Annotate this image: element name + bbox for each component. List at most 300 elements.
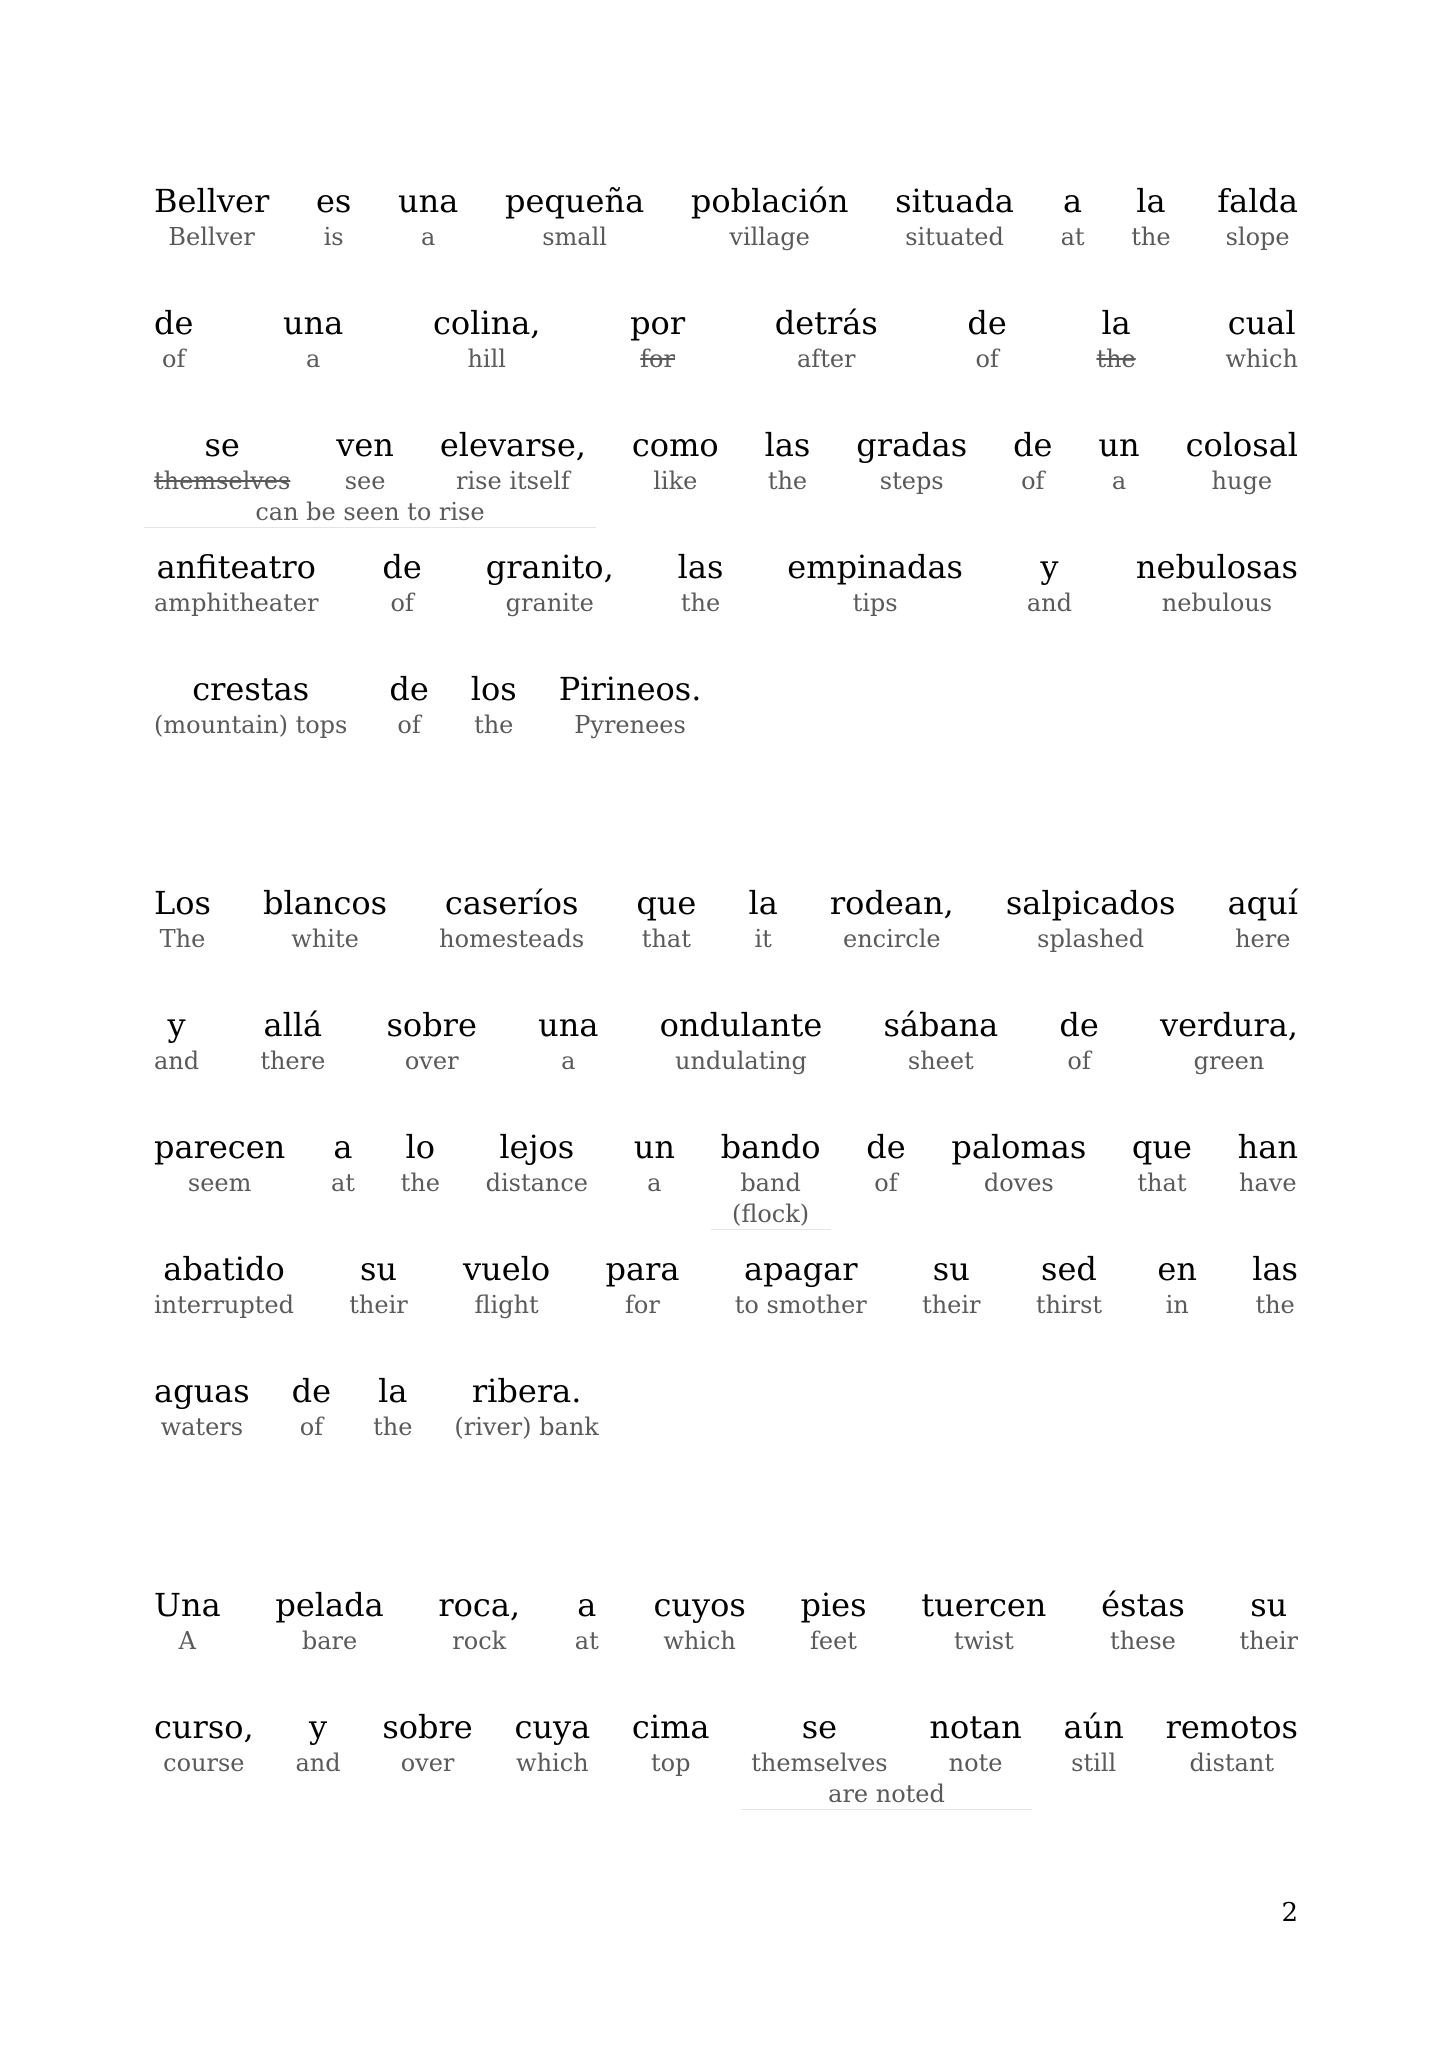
word-pair [1036,1249,1102,1321]
english-gloss: these [1110,1627,1176,1655]
spanish-word: que [1131,1128,1192,1166]
word-pair [765,425,811,497]
english-gloss: over [400,1749,455,1777]
english-gloss: a [1111,467,1127,495]
paragraph [154,181,1298,791]
word-pair [154,883,211,955]
spanish-word: empinadas [787,548,963,586]
spanish-word: como [631,426,719,464]
interlinear-line [154,669,1298,791]
spanish-word: y [1040,548,1059,586]
english-gloss: and [295,1749,341,1777]
spanish-word: de [1013,426,1053,464]
english-gloss: which [516,1749,589,1777]
spanish-word: una [538,1006,599,1044]
word-pair [1225,303,1298,375]
english-gloss: (river) bank [454,1413,599,1441]
english-gloss: steps [879,467,944,495]
word-pair [883,1005,998,1077]
spanish-word: de [389,670,429,708]
word-pair [382,1707,472,1779]
spanish-word: han [1237,1128,1298,1166]
word-pair [653,1585,745,1657]
spanish-word: de [291,1372,332,1410]
spanish-word: de [154,304,194,342]
spanish-word: la [378,1372,408,1410]
english-gloss: and [154,1047,200,1075]
english-gloss: the [474,711,514,739]
word-pair [632,425,719,497]
spanish-word: colina, [432,304,541,342]
word-pair [605,1249,679,1321]
spanish-word: la [748,884,778,922]
spanish-word: una [398,182,459,220]
english-gloss: flight [474,1291,539,1319]
page-number: 2 [1281,1898,1298,1928]
english-gloss: splashed [1037,925,1145,953]
interlinear-line [154,303,1298,425]
english-gloss: seem [187,1169,252,1197]
interlinear-line [154,883,1298,1005]
spanish-word: su [932,1250,970,1288]
english-gloss: their [349,1291,408,1319]
word-pair [292,1371,331,1443]
spanish-word: éstas [1101,1586,1185,1624]
english-gloss: here [1235,925,1291,953]
word-pair [632,1707,710,1779]
spanish-word: una [283,304,344,342]
word-pair [1059,1005,1098,1077]
struck-gloss: themselves [154,467,291,495]
word-pair [691,181,849,253]
phrase-gloss: are noted [741,1779,1032,1810]
word-pair [1252,1249,1298,1321]
word-pair [349,1249,407,1321]
english-gloss: situated [905,223,1004,251]
interlinear-line [154,425,1298,547]
word-pair [895,181,1014,253]
spanish-word: un [633,1128,675,1166]
interlinear-line [154,1707,1298,1829]
english-gloss: tips [852,589,898,617]
english-gloss: after [797,345,856,373]
word-pair [438,1585,520,1657]
spanish-word: en [1157,1250,1197,1288]
english-gloss: themselves [751,1749,888,1777]
spanish-word: un [1098,426,1140,464]
spanish-word: Una [154,1586,221,1624]
spanish-word: apagar [744,1250,858,1288]
word-pair [1064,1707,1124,1779]
english-gloss: see [344,467,386,495]
english-gloss: rise itself [456,467,570,495]
word-pair [1061,181,1085,253]
phrase-gloss: can be seen to rise [144,497,596,528]
spanish-word: vuelo [463,1250,551,1288]
word-pair [514,1707,590,1779]
english-gloss: that [1137,1169,1187,1197]
spanish-word: aguas [154,1372,250,1410]
spanish-word: sed [1041,1250,1097,1288]
struck-gloss: the [1096,345,1136,373]
spanish-word: población [690,182,849,220]
word-pair [154,547,319,619]
word-pair [721,1127,821,1199]
english-gloss: village [729,223,810,251]
word-pair [471,669,517,741]
spanish-word: cuyos [653,1586,746,1624]
english-gloss: nebulous [1161,589,1273,617]
spanish-word: la [1136,182,1166,220]
interlinear-line [154,1249,1298,1371]
word-pair [559,669,702,741]
word-pair [1132,1127,1192,1199]
english-gloss: small [542,223,607,251]
spanish-word: las [764,426,811,464]
word-pair [154,425,290,497]
english-gloss: the [1131,223,1171,251]
word-pair [951,1127,1086,1199]
english-gloss: the [680,589,721,617]
spanish-word: a [333,1128,353,1166]
word-pair [1160,1005,1298,1077]
spanish-word: por [630,304,686,342]
word-pair [263,883,387,955]
spanish-word: salpicados [1005,884,1176,922]
spanish-word: su [359,1250,398,1288]
word-pair [1157,1249,1197,1321]
spanish-word: de [866,1128,906,1166]
word-pair [634,1127,675,1199]
english-gloss: of [299,1413,324,1441]
paragraph [154,883,1298,1493]
spanish-word: su [1250,1586,1288,1624]
english-gloss: waters [160,1413,244,1441]
spanish-word: a [1063,182,1083,220]
spanish-word: granito, [485,548,614,586]
spanish-word: pequeña [505,182,645,220]
spanish-word: a [577,1586,597,1624]
spanish-word: cual [1227,304,1296,342]
word-pair [751,1707,887,1779]
struck-gloss: for [640,345,675,373]
spanish-word: ven [336,426,394,464]
spanish-word: Bellver [154,182,270,220]
word-pair [866,1127,905,1199]
word-pair [1098,425,1139,497]
word-pair [154,1005,199,1077]
english-gloss: huge [1211,467,1273,495]
english-gloss: and [1026,589,1072,617]
english-gloss: a [420,223,436,251]
word-pair [295,1707,340,1779]
spanish-word: remotos [1165,1708,1298,1746]
english-gloss: Pyrenees [574,711,686,739]
spanish-word: aún [1063,1708,1124,1746]
word-pair [1006,883,1176,955]
word-pair [1101,1585,1185,1657]
english-gloss: interrupted [154,1291,294,1319]
spanish-word: allá [263,1006,323,1044]
spanish-word: pelada [275,1586,384,1624]
word-pair [154,669,347,741]
word-pair [636,883,696,955]
word-pair [929,1707,1021,1779]
english-gloss: green [1193,1047,1265,1075]
phrase-gloss: (flock) [711,1199,831,1230]
word-pair [154,1127,285,1199]
word-pair [660,1005,823,1077]
spanish-word: elevarse, [439,426,586,464]
english-gloss: is [323,223,344,251]
word-pair [921,1585,1046,1657]
word-pair [1228,883,1298,955]
spanish-word: cima [631,1708,710,1746]
spanish-word: de [967,304,1007,342]
word-pair [387,1005,477,1077]
word-pair [748,883,777,955]
english-gloss: still [1071,1749,1117,1777]
english-gloss: feet [810,1627,857,1655]
spanish-word: verdura, [1160,1006,1298,1044]
english-gloss: a [561,1047,576,1075]
spanish-word: anfiteatro [156,548,316,586]
word-pair [1136,547,1298,619]
spanish-word: sábana [883,1006,999,1044]
english-gloss: at [1060,223,1085,251]
spanish-word: las [1252,1250,1298,1288]
word-pair [1096,303,1135,375]
interlinear-document [154,181,1298,1921]
english-gloss: over [404,1047,459,1075]
word-pair [775,303,878,375]
english-gloss: have [1239,1169,1297,1197]
word-pair [505,181,644,253]
word-pair [735,1249,867,1321]
spanish-word: las [677,548,724,586]
interlinear-line [154,1005,1298,1127]
word-pair [398,181,458,253]
english-gloss: of [975,345,999,373]
spanish-word: y [167,1006,186,1044]
word-pair [787,547,963,619]
english-gloss: which [1225,345,1298,373]
word-pair [433,303,541,375]
spanish-word: aquí [1227,884,1298,922]
word-pair [1166,1707,1298,1779]
spanish-word: roca, [438,1586,521,1624]
english-gloss: there [260,1047,326,1075]
english-gloss: sheet [907,1047,974,1075]
word-pair [1027,547,1072,619]
spanish-word: crestas [192,670,310,708]
english-gloss: the [400,1169,440,1197]
word-pair [1186,425,1298,497]
english-gloss: their [922,1291,981,1319]
english-gloss: to smother [734,1291,867,1319]
spanish-word: nebulosas [1135,548,1298,586]
spanish-word: lejos [499,1128,575,1166]
word-pair [830,883,954,955]
spanish-word: tuercen [921,1586,1047,1624]
word-pair [154,1707,254,1779]
word-pair [389,669,428,741]
word-pair [1013,425,1052,497]
spanish-word: bando [720,1128,821,1166]
word-pair [575,1585,599,1657]
spanish-word: palomas [951,1128,1087,1166]
word-pair [538,1005,598,1077]
english-gloss: encircle [843,925,941,953]
english-gloss: a [647,1169,662,1197]
spanish-word: ribera. [471,1372,582,1410]
spanish-word: cuya [514,1708,591,1746]
english-gloss: the [1255,1291,1295,1319]
word-pair [260,1005,325,1077]
interlinear-line [154,1127,1298,1249]
spanish-word: sobre [382,1708,473,1746]
word-pair [154,1371,250,1443]
spanish-word: Los [154,884,211,922]
english-gloss: of [874,1169,898,1197]
english-gloss: at [574,1627,599,1655]
paragraph [154,1585,1298,1829]
spanish-word: situada [895,182,1014,220]
english-gloss: in [1165,1291,1189,1319]
spanish-word: falda [1217,182,1298,220]
english-gloss: slope [1225,223,1290,251]
english-gloss: which [663,1627,736,1655]
spanish-word: para [605,1250,680,1288]
word-pair [678,547,724,619]
word-pair [316,181,351,253]
interlinear-line [154,1585,1298,1707]
word-pair [439,883,584,955]
english-gloss: it [754,925,772,953]
spanish-word: colosal [1185,426,1298,464]
english-gloss: hill [467,345,506,373]
word-pair [154,181,269,253]
word-pair [454,1371,598,1443]
word-pair [440,425,586,497]
spanish-word: blancos [263,884,388,922]
english-gloss: Bellver [168,223,255,251]
english-gloss: their [1239,1627,1298,1655]
english-gloss: band [740,1169,801,1197]
english-gloss: granite [505,589,594,617]
spanish-word: notan [929,1708,1022,1746]
english-gloss: of [397,711,421,739]
spanish-word: se [204,426,240,464]
word-pair [630,303,685,375]
english-gloss: rock [452,1627,507,1655]
english-gloss: of [1067,1047,1091,1075]
spanish-word: lo [405,1128,435,1166]
word-pair [463,1249,550,1321]
spanish-word: detrás [774,304,878,342]
word-pair [922,1249,980,1321]
word-pair [967,303,1006,375]
spanish-word: se [801,1708,838,1746]
english-gloss: white [291,925,359,953]
english-gloss: thirst [1035,1291,1103,1319]
word-pair [1238,1127,1298,1199]
english-gloss: distant [1189,1749,1274,1777]
spanish-word: parecen [154,1128,286,1166]
spanish-word: pies [800,1586,867,1624]
word-pair [382,547,421,619]
english-gloss: at [330,1169,355,1197]
word-pair [1240,1585,1298,1657]
spanish-word: Pirineos. [558,670,702,708]
spanish-word: y [308,1708,328,1746]
english-gloss: undulating [674,1047,807,1075]
english-gloss: homesteads [439,925,585,953]
spanish-word: los [470,670,517,708]
interlinear-line [154,1371,1298,1493]
spanish-word: caseríos [444,884,579,922]
word-pair [1217,181,1298,253]
english-gloss: of [1021,467,1045,495]
english-gloss: the [767,467,808,495]
english-gloss: like [653,467,698,495]
english-gloss: of [390,589,414,617]
word-pair [154,303,193,375]
english-gloss: of [162,345,186,373]
english-gloss: the [373,1413,413,1441]
interlinear-line [154,181,1298,303]
word-pair [154,1585,221,1657]
english-gloss: that [641,925,691,953]
spanish-word: de [1059,1006,1099,1044]
word-pair [486,547,614,619]
english-gloss: distance [485,1169,589,1197]
word-pair [373,1371,412,1443]
spanish-word: sobre [386,1006,477,1044]
english-gloss: twist [953,1627,1014,1655]
spanish-word: ondulante [659,1006,823,1044]
english-gloss: amphitheater [154,589,319,617]
spanish-word: de [382,548,422,586]
spanish-word: gradas [856,426,968,464]
word-pair [275,1585,383,1657]
word-pair [401,1127,440,1199]
english-gloss: note [948,1749,1003,1777]
interlinear-line [154,547,1298,669]
english-gloss: doves [983,1169,1054,1197]
spanish-word: que [636,884,697,922]
word-pair [856,425,967,497]
spanish-word: abatido [163,1250,285,1288]
spanish-word: es [315,182,352,220]
word-pair [154,1249,294,1321]
english-gloss: (mountain) tops [154,711,348,739]
english-gloss: for [625,1291,660,1319]
word-pair [486,1127,588,1199]
english-gloss: A [178,1627,196,1655]
english-gloss: top [650,1749,691,1777]
word-pair [1131,181,1170,253]
word-pair [331,1127,355,1199]
english-gloss: The [159,925,206,953]
spanish-word: curso, [154,1708,254,1746]
word-pair [800,1585,866,1657]
spanish-word: rodean, [829,884,954,922]
english-gloss: a [306,345,321,373]
spanish-word: la [1101,304,1131,342]
english-gloss: bare [301,1627,358,1655]
word-pair [283,303,343,375]
